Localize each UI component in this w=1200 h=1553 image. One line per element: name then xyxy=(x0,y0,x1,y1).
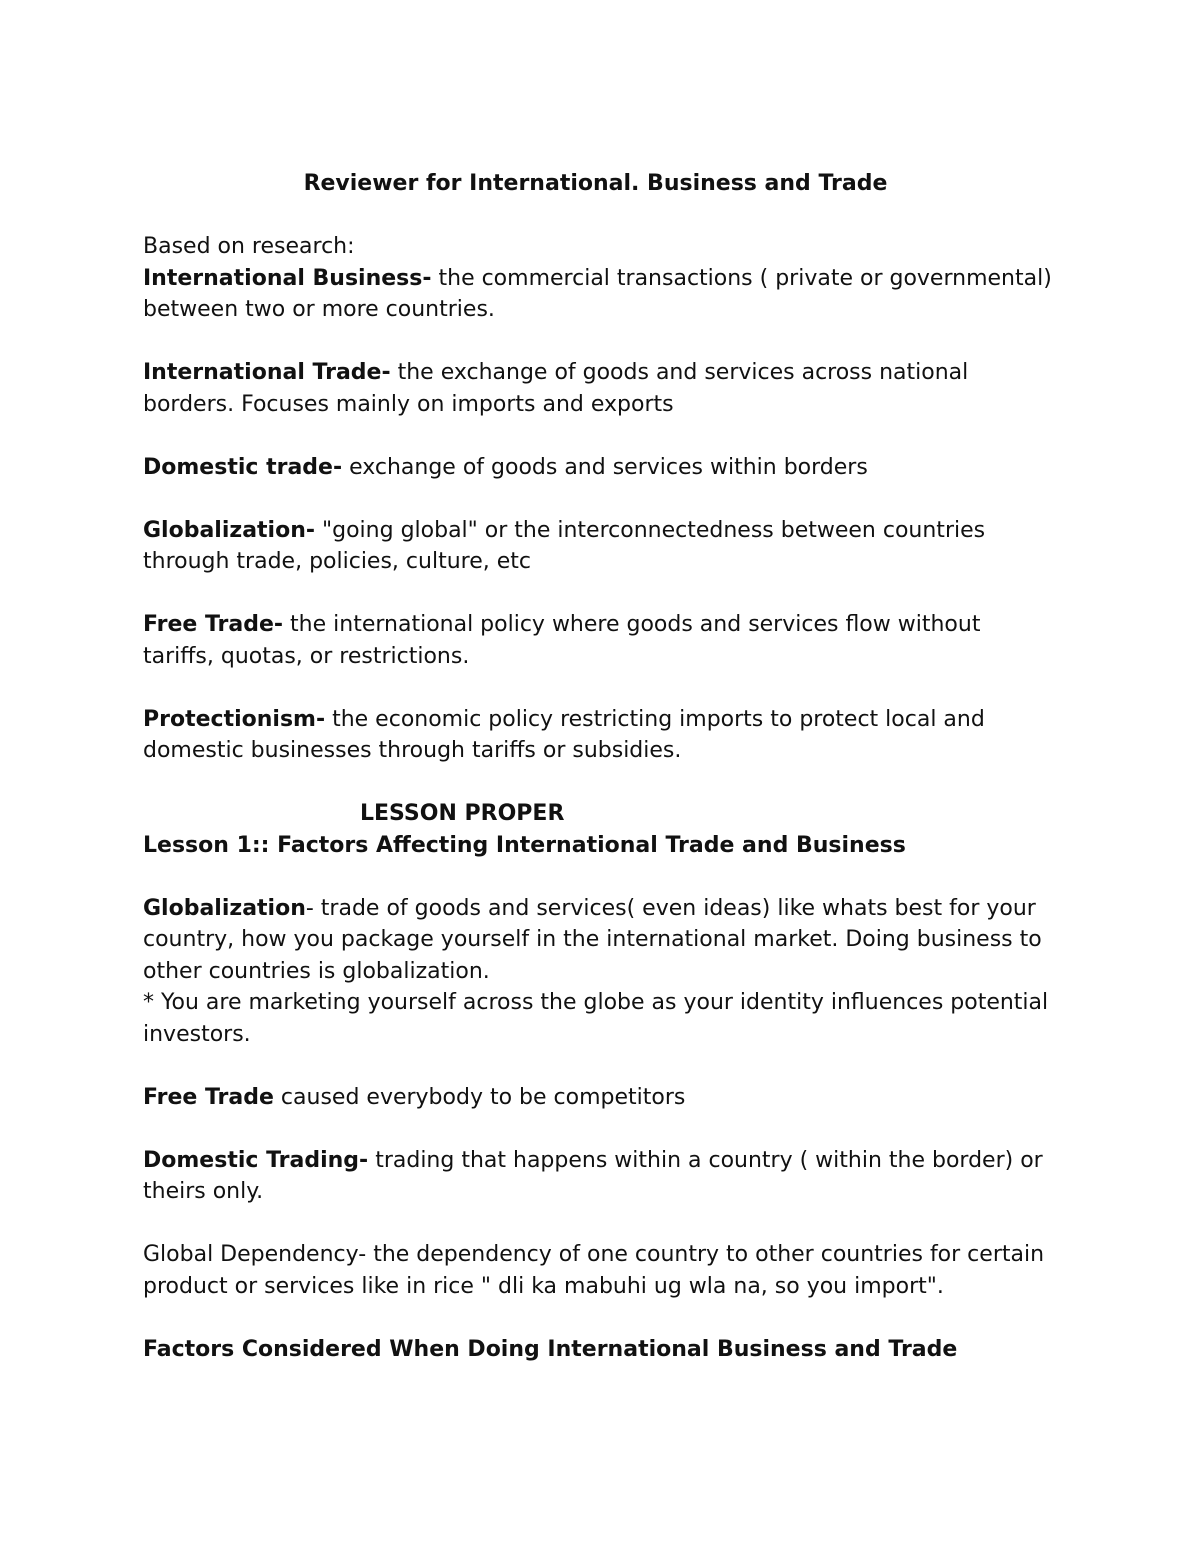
lesson-proper-heading: LESSON PROPER xyxy=(360,801,565,826)
term-label: Globalization xyxy=(143,895,306,921)
lesson-item-domestic-trading xyxy=(143,1145,1058,1208)
term-label: Globalization- xyxy=(143,517,316,543)
term-definition: "going global" or the interconnectedness between countries through trade, policies, culture, etc xyxy=(143,517,986,574)
term-definition: the international policy where goods and services flow without tariffs, quotas, or restrictions. xyxy=(143,612,981,669)
term-definition: the exchange of goods and services across national borders. Focuses mainly on imports and exports xyxy=(143,360,969,417)
term-definition: the economic policy restricting imports to protect local and domestic businesses through tariffs or subsidies. xyxy=(143,706,985,763)
intro-line: Based on research: xyxy=(143,234,355,259)
term-definition: the commercial transactions ( private or governmental) between two or more countries. xyxy=(143,265,1052,322)
term-definition: - trade of goods and services( even ideas) like whats best for your country, how you package yourself in the international market. Doing business to other countries is globalization. xyxy=(143,895,1042,984)
definition-globalization xyxy=(143,515,1058,578)
lesson-item-global-dependency: Global Dependency- the dependency of one country to other countries for certain product or services like in rice " dli ka mabuhi ug wla na, so you import". xyxy=(143,1242,1045,1299)
lesson-title: Lesson 1:: Factors Affecting International Trade and Business xyxy=(143,832,906,858)
term-definition: trading that happens within a country ( within the border) or theirs only. xyxy=(143,1147,1043,1204)
document-title: Reviewer for International. Business and Trade xyxy=(303,171,888,196)
term-label: Free Trade xyxy=(143,1084,274,1110)
term-definition: caused everybody to be competitors xyxy=(273,1084,686,1110)
definition-protectionism xyxy=(143,704,1058,767)
term-definition: exchange of goods and services within borders xyxy=(342,454,868,480)
lesson-item-free-trade xyxy=(143,1082,1058,1114)
lesson-note: * You are marketing yourself across the globe as your identity influences potential investors. xyxy=(143,990,1049,1047)
document-body xyxy=(143,168,1058,1365)
term-label: Free Trade- xyxy=(143,612,284,637)
term-label: International Business- xyxy=(143,265,432,291)
definition-international-business xyxy=(143,263,1058,326)
term-label: Protectionism- xyxy=(143,706,326,732)
definition-international-trade xyxy=(143,357,1058,420)
factors-heading: Factors Considered When Doing International Business and Trade xyxy=(143,1336,958,1362)
lesson-item-globalization xyxy=(143,893,1058,988)
term-label: Domestic Trading- xyxy=(143,1147,369,1173)
definition-domestic-trade xyxy=(143,452,1058,484)
term-label: International Trade- xyxy=(143,360,391,385)
definition-free-trade xyxy=(143,609,1058,672)
term-label: Domestic trade- xyxy=(143,454,343,480)
